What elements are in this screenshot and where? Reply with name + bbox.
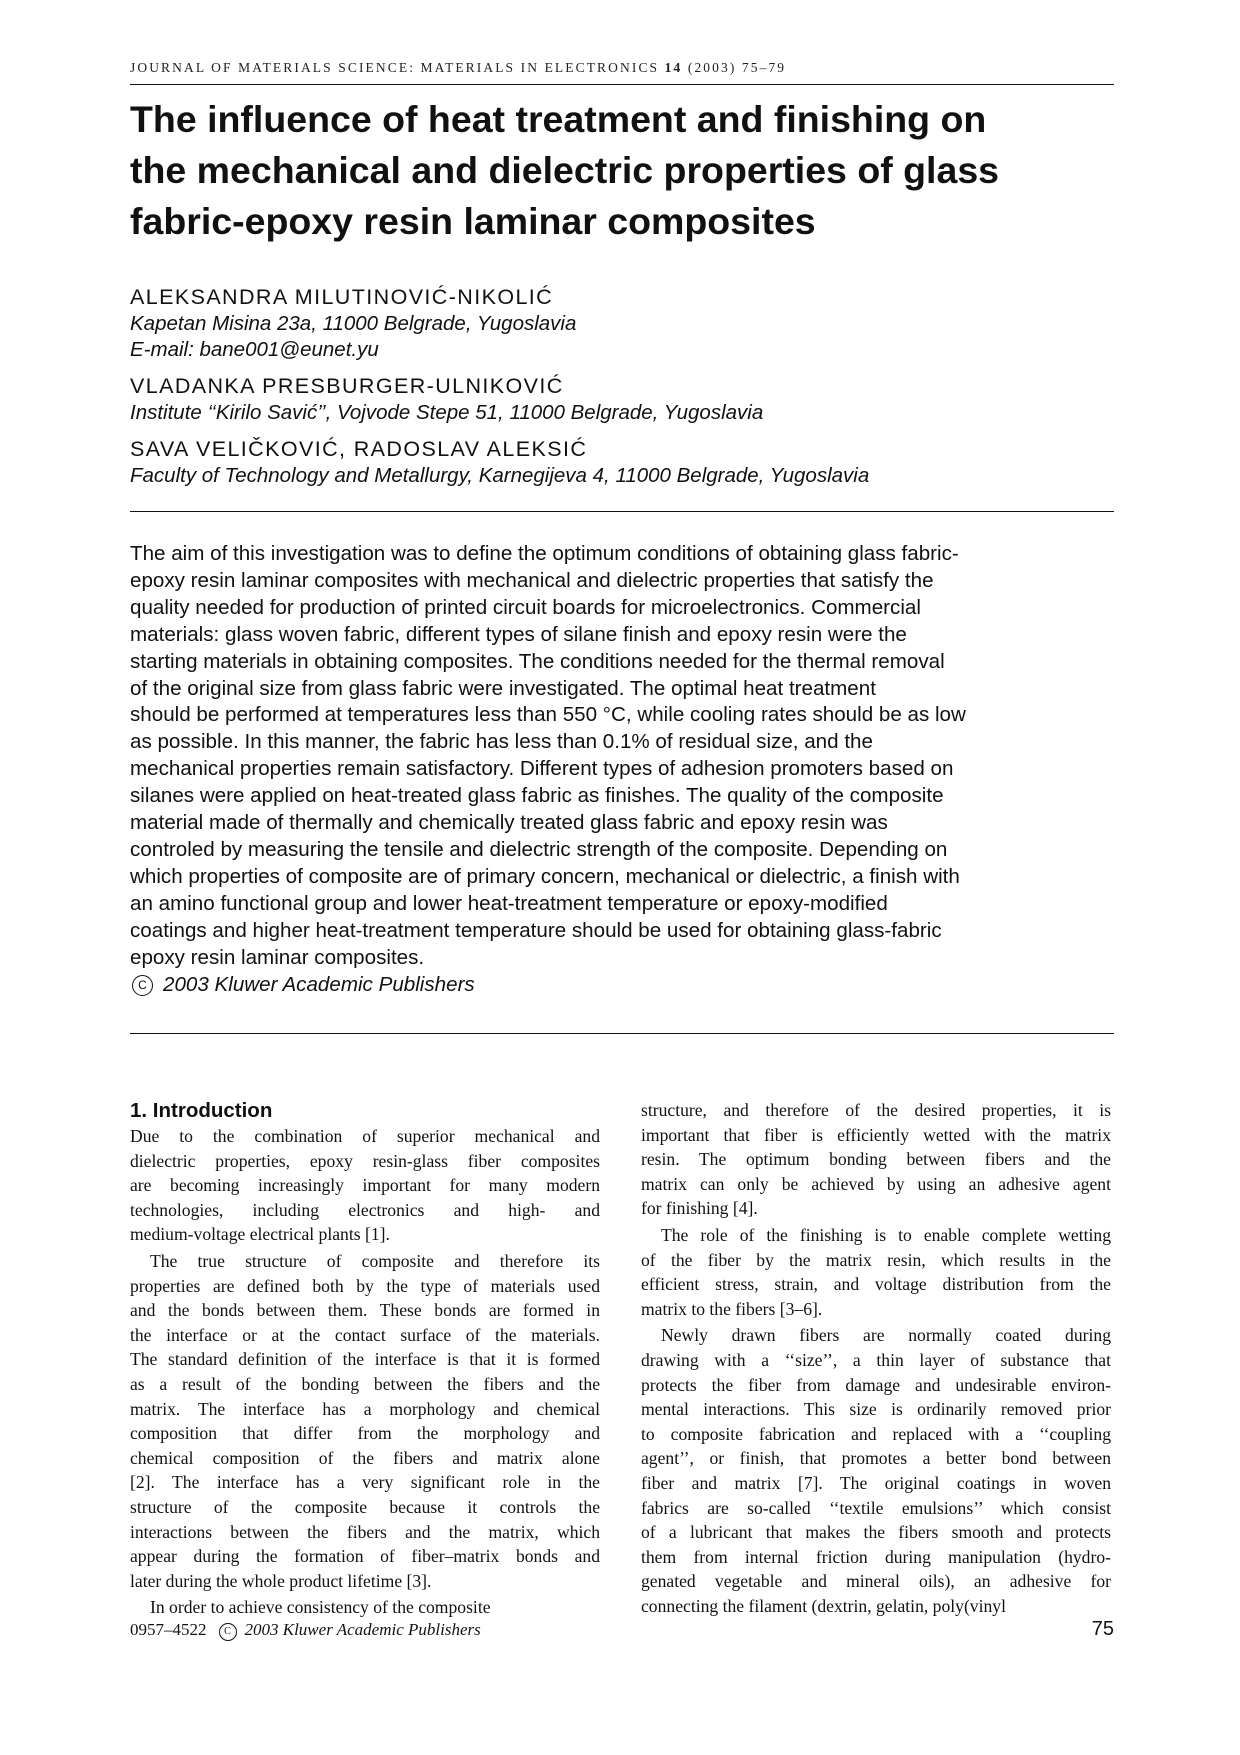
title-line: fabric-epoxy resin laminar composites bbox=[130, 200, 816, 242]
abstract-line: epoxy resin laminar composites. bbox=[130, 945, 425, 969]
abstract-line: quality needed for production of printed circuit boards for microelectronics. Commercial bbox=[130, 595, 921, 619]
section-heading: 1. Introduction bbox=[130, 1099, 273, 1122]
abstract-copyright bbox=[130, 972, 1114, 999]
copyright-text: 2003 Kluwer Academic Publishers bbox=[163, 972, 475, 996]
text-line: structure of the composite because it controls the bbox=[130, 1496, 600, 1517]
abstract-line: controled by measuring the tensile and dielectric strength of the composite. Depending on bbox=[130, 837, 948, 861]
text-line: interactions between the fibers and the matrix, which bbox=[130, 1521, 600, 1542]
text-line: drawing with a ‘‘size’’, a thin layer of substance that bbox=[641, 1349, 1111, 1370]
copyright-icon: C bbox=[132, 975, 153, 996]
text-line: Due to the combination of superior mechanical and bbox=[130, 1126, 600, 1146]
journal-header bbox=[130, 60, 1114, 76]
paragraph bbox=[641, 1323, 1111, 1618]
text-line: connecting the filament (dextrin, gelatin, poly(vinyl bbox=[641, 1595, 1006, 1616]
footer bbox=[130, 1620, 481, 1641]
text-line: protects the fiber from damage and undesirable environ- bbox=[641, 1374, 1111, 1395]
author-affiliation: Institute ‘‘Kirilo Savić’’, Vojvode Stepe 51, 11000 Belgrade, Yugoslavia bbox=[130, 401, 764, 424]
text-line: the interface or at the contact surface of the materials. bbox=[130, 1324, 600, 1345]
text-line: The true structure of composite and therefore its bbox=[150, 1250, 600, 1271]
abstract-line: as possible. In this manner, the fabric has less than 0.1% of residual size, and the bbox=[130, 730, 873, 754]
text-line: matrix. The interface has a morphology and chemical bbox=[130, 1398, 600, 1419]
author-name: SAVA VELIČKOVIĆ, RADOSLAV ALEKSIĆ bbox=[130, 437, 588, 461]
text-line: are becoming increasingly important for many modern bbox=[130, 1175, 600, 1196]
author-name: VLADANKA PRESBURGER-ULNIKOVIĆ bbox=[130, 374, 564, 398]
abstract-line: of the original size from glass fabric were investigated. The optimal heat treatment bbox=[130, 676, 876, 700]
journal-year-pages: (2003) 75–79 bbox=[687, 60, 787, 75]
text-line: for finishing [4]. bbox=[641, 1198, 758, 1219]
author-name: ALEKSANDRA MILUTINOVIĆ-NIKOLIĆ bbox=[130, 285, 554, 309]
column-right bbox=[641, 1098, 1111, 1620]
abstract-line: mechanical properties remain satisfactory. Different types of adhesion promoters based on bbox=[130, 757, 954, 781]
text-line: [2]. The interface has a very significant role in the bbox=[130, 1472, 600, 1493]
journal-volume: 14 bbox=[664, 60, 683, 75]
paragraph bbox=[130, 1124, 600, 1247]
text-line: of a lubricant that makes the fibers smooth and protects bbox=[641, 1522, 1111, 1543]
abstract-bottom-rule bbox=[130, 1033, 1114, 1034]
text-line: Newly drawn fibers are normally coated during bbox=[661, 1325, 1111, 1346]
text-line: fabrics are so-called ‘‘textile emulsions’’ which consist bbox=[641, 1497, 1111, 1518]
text-line: to composite fabrication and replaced with a ‘‘coupling bbox=[641, 1423, 1111, 1444]
text-line: them from internal friction during manipulation (hydro- bbox=[641, 1546, 1111, 1567]
abstract-line: an amino functional group and lower heat-treatment temperature or epoxy-modified bbox=[130, 891, 888, 915]
copyright-icon: C bbox=[219, 1623, 237, 1641]
text-line: as a result of the bonding between the fibers and the bbox=[130, 1373, 600, 1394]
paragraph bbox=[641, 1223, 1111, 1321]
text-line: properties are defined both by the type of materials used bbox=[130, 1275, 600, 1296]
text-line: fiber and matrix [7]. The original coatings in woven bbox=[641, 1472, 1111, 1493]
text-line: composition that differ from the morphology and bbox=[130, 1423, 600, 1444]
text-line: In order to achieve consistency of the composite bbox=[150, 1597, 491, 1618]
abstract-line: epoxy resin laminar composites with mechanical and dielectric properties that satisfy the bbox=[130, 568, 934, 592]
text-line: mental interactions. This size is ordinarily removed prior bbox=[641, 1399, 1111, 1420]
text-line: dielectric properties, epoxy resin-glass fiber composites bbox=[130, 1150, 600, 1171]
text-line: chemical composition of the fibers and matrix alone bbox=[130, 1447, 600, 1468]
paragraph bbox=[641, 1098, 1111, 1221]
paragraph bbox=[130, 1249, 600, 1593]
abstract-top-rule bbox=[130, 511, 1114, 512]
title-line: The influence of heat treatment and finishing on bbox=[130, 98, 987, 140]
abstract bbox=[130, 541, 1114, 998]
abstract-line: The aim of this investigation was to define the optimum conditions of obtaining glass fabric- bbox=[130, 542, 959, 565]
text-line: structure, and therefore of the desired properties, it is bbox=[641, 1100, 1111, 1120]
abstract-line: should be performed at temperatures less than 550 °C, while cooling rates should be as low bbox=[130, 703, 966, 727]
page-number: 75 bbox=[1091, 1618, 1114, 1640]
text-line: genated vegetable and mineral oils), an adhesive for bbox=[641, 1571, 1111, 1592]
text-line: efficient stress, strain, and voltage distribution from the bbox=[641, 1274, 1111, 1295]
author-affiliation: Faculty of Technology and Metallurgy, Karnegijeva 4, 11000 Belgrade, Yugoslavia bbox=[130, 464, 870, 487]
title-line: the mechanical and dielectric properties of glass bbox=[130, 149, 1000, 191]
text-line: later during the whole product lifetime [3]. bbox=[130, 1570, 432, 1591]
article-title bbox=[130, 94, 1114, 247]
journal-name: JOURNAL OF MATERIALS SCIENCE: MATERIALS IN ELECTRONICS bbox=[130, 60, 660, 75]
column-left bbox=[130, 1098, 600, 1622]
author-affiliation: Kapetan Misina 23a, 11000 Belgrade, Yugoslavia bbox=[130, 312, 577, 335]
abstract-line: material made of thermally and chemically treated glass fabric and epoxy resin was bbox=[130, 811, 888, 835]
text-line: and the bonds between them. These bonds are formed in bbox=[130, 1300, 600, 1321]
text-line: of the fiber by the matrix resin, which results in the bbox=[641, 1249, 1111, 1270]
text-line: matrix can only be achieved by using an adhesive agent bbox=[641, 1173, 1111, 1194]
footer-publisher: 2003 Kluwer Academic Publishers bbox=[244, 1620, 481, 1639]
text-line: resin. The optimum bonding between fibers and the bbox=[641, 1149, 1111, 1170]
abstract-line: silanes were applied on heat-treated glass fabric as finishes. The quality of the composite bbox=[130, 784, 944, 808]
text-line: The standard definition of the interface is that it is formed bbox=[130, 1349, 600, 1370]
abstract-line: starting materials in obtaining composites. The conditions needed for the thermal removal bbox=[130, 649, 945, 673]
abstract-line: coatings and higher heat-treatment temperature should be used for obtaining glass-fabric bbox=[130, 918, 942, 942]
text-line: technologies, including electronics and high- and bbox=[130, 1199, 600, 1220]
issn: 0957–4522 bbox=[130, 1620, 207, 1639]
author-block bbox=[130, 284, 1114, 489]
text-line: The role of the finishing is to enable complete wetting bbox=[661, 1224, 1111, 1245]
text-line: agent’’, or finish, that promotes a better bond between bbox=[641, 1448, 1111, 1469]
author-email: E-mail: bane001@eunet.yu bbox=[130, 338, 379, 361]
text-line: medium-voltage electrical plants [1]. bbox=[130, 1224, 390, 1245]
text-line: important that fiber is efficiently wetted with the matrix bbox=[641, 1124, 1111, 1145]
header-rule bbox=[130, 84, 1114, 85]
paragraph bbox=[130, 1595, 600, 1620]
abstract-line: which properties of composite are of primary concern, mechanical or dielectric, a finish with bbox=[130, 864, 960, 888]
abstract-line: materials: glass woven fabric, different types of silane finish and epoxy resin were the bbox=[130, 622, 907, 646]
text-line: matrix to the fibers [3–6]. bbox=[641, 1298, 823, 1319]
text-line: appear during the formation of fiber–matrix bonds and bbox=[130, 1546, 600, 1567]
